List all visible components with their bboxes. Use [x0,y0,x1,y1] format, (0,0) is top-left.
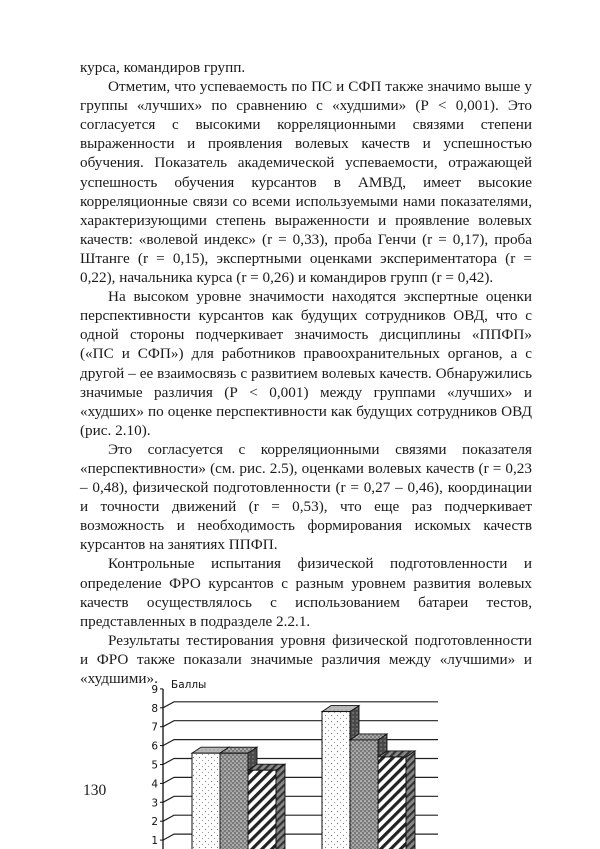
bar-group [192,747,285,849]
paragraph-2: Отметим, что успеваемость по ПС и СФП также значимо выше у группы «лучших» по сравнению с «худшими» (Р < 0,001). Это согласуется с высокими корреляционными связями степени выраженности и проявления волевых качеств и успешностью обучения. Показатель академической успеваемости, отражающей успешность обучения курсантов в АМВД, имеет высокие корреляционные связи со всеми используемыми нами показателями, характеризующими степень выраженности и проявление волевых качеств: «волевой индекс» (r = 0,33), проба Генчи (r = 0,17), проба Штанге (r = 0,15), экспертными оценками экспериментатора (r = 0,22), начальника курса (r = 0,26) и командиров групп (r = 0,42). [80,78,532,287]
y-tick-label: 8 [151,702,158,715]
bar [350,740,378,849]
y-tick-label: 6 [151,740,158,753]
y-tick-label: 7 [151,721,158,734]
y-tick-label: 5 [151,759,158,772]
y-axis [151,684,163,849]
paragraph-6: Результаты тестирования уровня физической подготовленности и ФРО также показали значимые различия между «лучшими» и «худшими». [80,631,532,687]
page-number: 130 [83,782,107,799]
paragraph-4: Это согласуется с корреляционными связями показателя «перспективности» (см. рис. 2.5), оценками волевых качеств (r = 0,23 – 0,48), физической подготовленности (r = 0,27 – 0,46), координации и точности движений (r = 0,53), что еще раз подчеркивает возможность и необходимость формирования искомых качеств курсантов на занятиях ППФП. [80,440,532,554]
chart-gridlines [163,702,438,840]
chart-bars [192,706,415,849]
bar [220,753,248,849]
y-tick-label: 3 [151,797,158,810]
bar [248,770,276,849]
paragraph-5: Контрольные испытания физической подготовленности и определение ФРО курсантов с разным уровнем развития волевых качеств осуществлялось с использованием батареи тестов, представленных в подразделе 2.2.1. [80,555,532,630]
paragraph-1: курса, командиров групп. [80,59,246,76]
y-tick-label: 9 [151,683,158,696]
y-tick-label: 4 [151,778,158,791]
paragraph-3: На высоком уровне значимости находятся экспертные оценки перспективности курсантов как будущих сотрудников ОВД, что с одной стороны подчеркивает значимость дисциплины «ППФП» («ПС и СФП») для работников правоохранительных органов, а с другой – ее взаимосвязь с развитием волевых качеств. Обнаружились значимые различия (Р < 0,001) между группами «лучших» и «худших» по оценке перспективности как будущих сотрудников ОВД (рис. 2.10). [80,288,532,439]
y-tick-label: 2 [151,816,158,829]
bar [322,712,350,849]
bar-group [322,706,415,849]
body-text [80,58,532,688]
bar [378,757,406,849]
y-tick-label: 1 [151,835,158,848]
y-axis-label: Баллы [171,679,207,691]
bar [192,753,220,849]
